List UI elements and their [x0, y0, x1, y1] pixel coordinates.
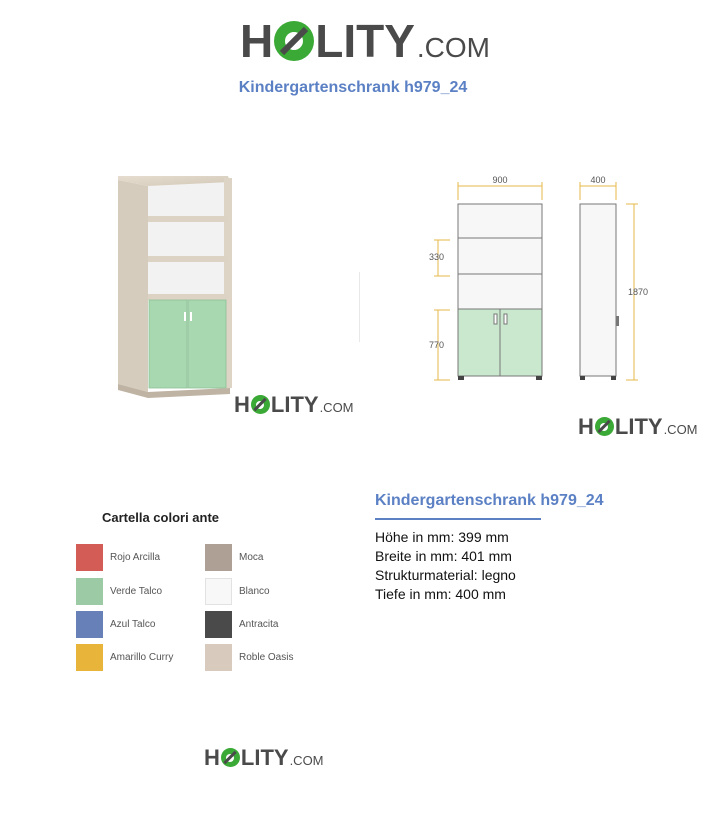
technical-drawing [420, 172, 670, 387]
cabinet-3d-image [112, 172, 237, 398]
color-chart-title: Cartella colori ante [102, 510, 220, 525]
logo-dotcom: .COM [319, 400, 354, 415]
swatch-color [205, 578, 232, 605]
logo-letter-h: H [240, 15, 274, 67]
logo-letters: LITY [315, 15, 415, 67]
product-title: Kindergartenschrank h979_24 [375, 492, 604, 509]
swatch-color [76, 644, 103, 671]
spec-height: Höhe in mm: 399 mm [375, 529, 509, 545]
dim-door-label: 770 [429, 340, 445, 350]
logo-o-icon [251, 395, 270, 414]
swatch-color [76, 611, 103, 638]
swatch-color [205, 544, 232, 571]
swatch-color [76, 544, 103, 571]
swatch-color [205, 611, 232, 638]
logo-letters: LITY [240, 745, 289, 770]
swatch-label: Azul Talco [110, 619, 156, 630]
color-swatch-blanco[interactable] [205, 578, 270, 605]
color-swatch-moca[interactable] [205, 544, 263, 571]
color-swatch-amarillo-curry[interactable] [76, 644, 173, 671]
logo-letters: LITY [270, 392, 319, 417]
swatch-label: Roble Oasis [239, 652, 294, 663]
swatch-label: Verde Talco [110, 586, 163, 597]
spec-depth: Tiefe in mm: 400 mm [375, 586, 506, 602]
dim-width-label: 900 [492, 175, 508, 185]
dim-total-label: 1870 [628, 287, 649, 297]
logo-letters: LITY [614, 414, 663, 439]
swatch-label: Antracita [239, 619, 279, 630]
logo-o-icon [221, 748, 240, 767]
spec-material: Strukturmaterial: legno [375, 567, 516, 583]
swatch-label: Amarillo Curry [110, 652, 174, 663]
title-underline [375, 518, 541, 520]
swatch-label: Blanco [239, 586, 270, 597]
holity-logo[interactable] [240, 14, 490, 68]
holity-logo-small [204, 745, 324, 771]
color-swatch-rojo-arcilla[interactable] [76, 544, 160, 571]
logo-dotcom: .COM [416, 32, 491, 63]
color-swatch-azul-talco[interactable] [76, 611, 155, 638]
logo-o-icon [274, 21, 314, 61]
swatch-color [76, 578, 103, 605]
swatch-color [205, 644, 232, 671]
holity-logo-small [578, 414, 698, 440]
logo-dotcom: .COM [289, 753, 324, 768]
logo-o-icon [595, 417, 614, 436]
dim-shelf-label: 330 [429, 252, 445, 262]
dim-depth-label: 400 [590, 175, 606, 185]
page-title: Kindergartenschrank h979_24 [238, 79, 468, 96]
color-swatch-antracita[interactable] [205, 611, 278, 638]
logo-letter-h: H [578, 414, 594, 439]
logo-letter-h: H [204, 745, 220, 770]
logo-dotcom: .COM [663, 422, 698, 437]
spec-width: Breite in mm: 401 mm [375, 548, 512, 564]
color-swatch-roble-oasis[interactable] [205, 644, 293, 671]
color-swatch-verde-talco[interactable] [76, 578, 162, 605]
swatch-label: Moca [239, 552, 264, 563]
logo-letter-h: H [234, 392, 250, 417]
swatch-label: Rojo Arcilla [110, 552, 161, 563]
divider [359, 272, 360, 342]
holity-logo-small [234, 392, 354, 418]
